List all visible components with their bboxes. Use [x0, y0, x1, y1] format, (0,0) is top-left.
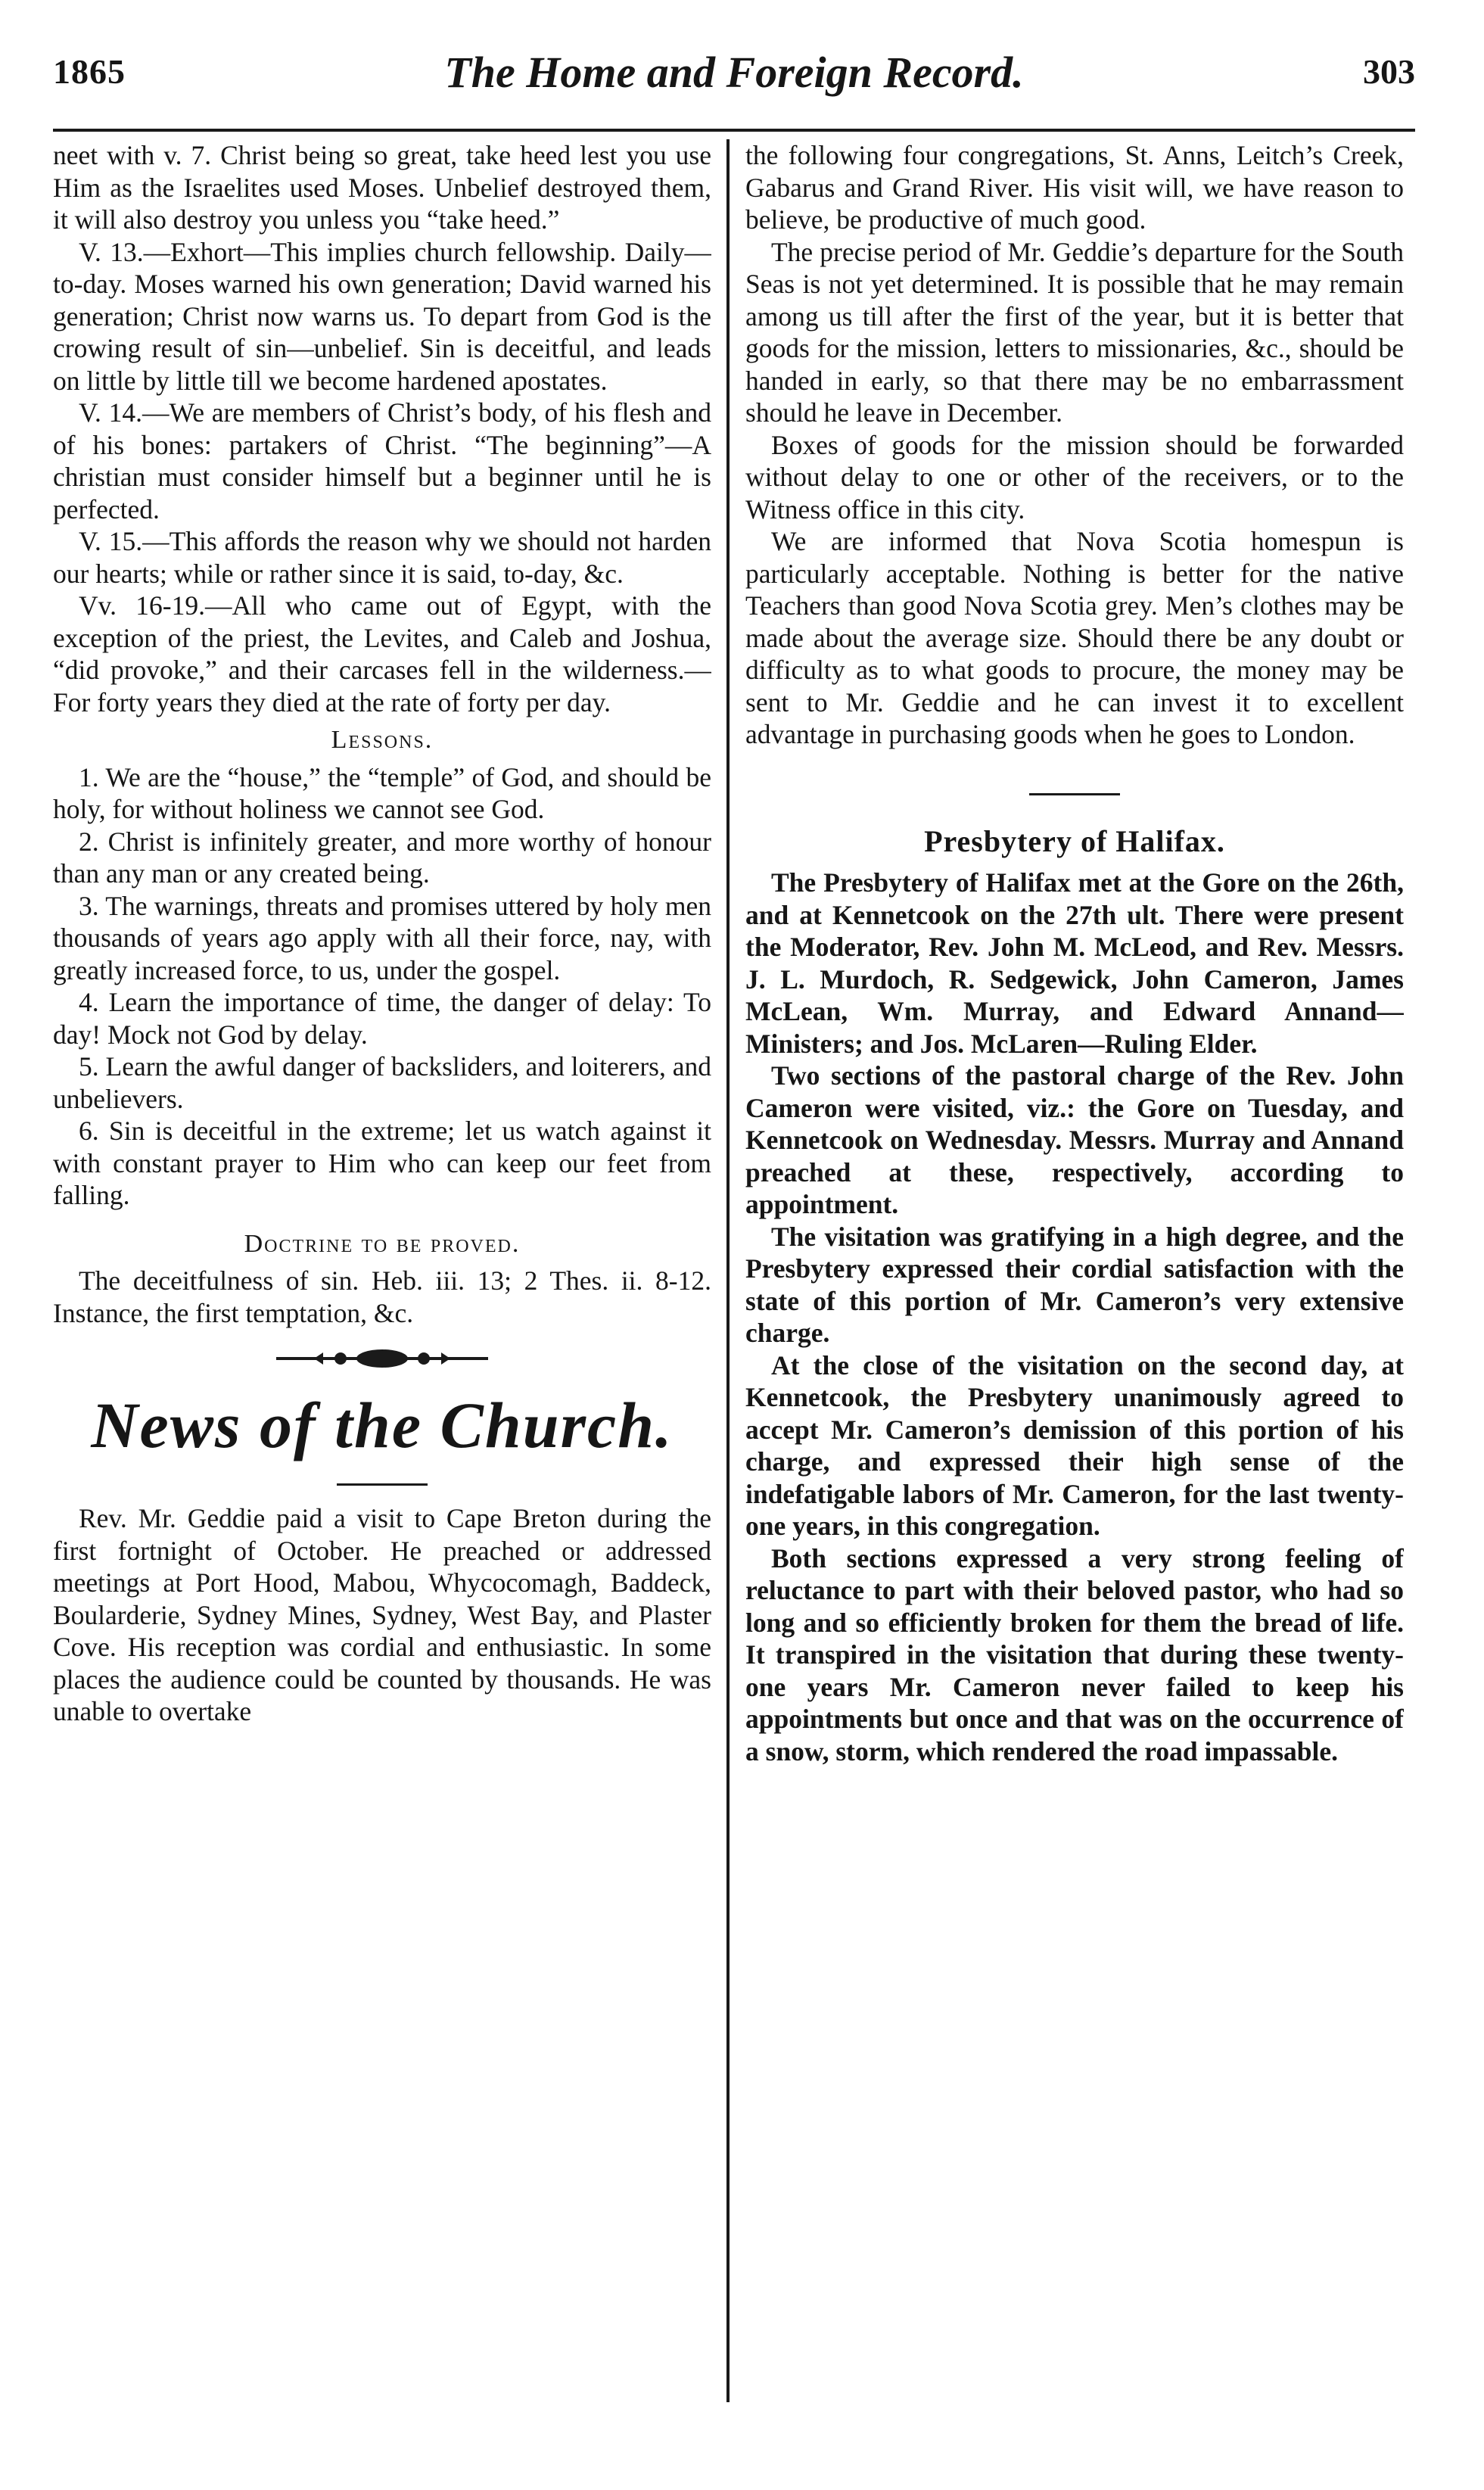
- ornament-divider-icon: [269, 1346, 496, 1371]
- doctrine-text: The deceitfulness of sin. Heb. iii. 13; 2 Thes. ii. 8-12. Instance, the first temptation, &c.: [53, 1265, 711, 1328]
- paragraph: V. 14.—We are members of Christ’s body, of his flesh and of his bones: partakers of Christ. “The beginning”—A christian must consider himself but a beginner until he is perfected.: [53, 397, 711, 524]
- left-column: [53, 139, 711, 2402]
- section-divider: [337, 1483, 428, 1486]
- presbytery-heading: Presbytery of Halifax.: [924, 823, 1225, 858]
- page-header: [53, 45, 1415, 132]
- paragraph: V. 15.—This affords the reason why we should not harden our hearts; while or rather since it is said, to-day, &c.: [53, 526, 711, 589]
- lesson-item: 5. Learn the awful danger of backsliders, and loiterers, and unbelievers.: [53, 1051, 711, 1114]
- paragraph: Two sections of the pastoral charge of the Rev. John Cameron were visited, viz.: the Gore on Tuesday, and Kennetcook on Wednesday. Messrs. Murray and Annand preached at these, respectively, according to appointment.: [745, 1060, 1404, 1219]
- paragraph: the following four congregations, St. Anns, Leitch’s Creek, Gabarus and Grand River. His visit will, we have reason to believe, be productive of much good.: [745, 140, 1404, 235]
- paragraph: Both sections expressed a very strong feeling of reluctance to part with their beloved pastor, who had so long and so efficiently broken for them the bread of life. It transpired in the visitation that during these twenty-one years Mr. Cameron never failed to keep his appointments but once and that was on the occurrence of a snow, storm, which rendered the road impassable.: [745, 1542, 1404, 1766]
- section-divider: [1029, 793, 1120, 795]
- lessons-heading: Lessons.: [331, 726, 434, 754]
- lesson-item: 2. Christ is infinitely greater, and more worthy of honour than any man or any created being.: [53, 826, 711, 889]
- paragraph: We are informed that Nova Scotia homespun is particularly acceptable. Nothing is better for the native Teachers than good Nova Scotia grey. Men’s clothes may be made about the average size. Should there be any doubt or difficulty as to what goods to procure, the money may be sent to Mr. Geddie and he can invest it to excellent advantage in purchasing goods when he goes to London.: [745, 526, 1404, 749]
- lesson-item: 6. Sin is deceitful in the extreme; let us watch against it with constant prayer to Him who can keep our feet from falling.: [53, 1116, 711, 1210]
- right-column: [745, 139, 1404, 2402]
- publication-title: The Home and Foreign Record.: [444, 48, 1024, 97]
- lesson-item: 4. Learn the importance of time, the danger of delay: To day! Mock not God by delay.: [53, 987, 711, 1050]
- page-number: 303: [1363, 52, 1415, 91]
- paragraph: The visitation was gratifying in a high degree, and the Presbytery expressed their cordial satisfaction with the state of this portion of Mr. Cameron’s very extensive charge.: [745, 1221, 1404, 1348]
- header-year: 1865: [53, 52, 126, 91]
- paragraph: The Presbytery of Halifax met at the Gore on the 26th, and at Kennetcook on the 27th ult. There were present the Moderator, Rev. John M. McLeod, and Rev. Messrs. J. L. Murdoch, R. Sedgewick, John Cameron, James McLean, Wm. Murray, and Edward Annand—Ministers; and Jos. McLaren—Ruling Elder.: [745, 867, 1404, 1059]
- news-paragraph: Rev. Mr. Geddie paid a visit to Cape Breton during the first fortnight of October. He preached or addressed meetings at Port Hood, Mabou, Whycocomagh, Baddeck, Boularderie, Sydney Mines, Sydney, West Bay, and Plaster Cove. His reception was cordial and enthusiastic. In some places the audience could be counted by thousands. He was unable to overtake: [53, 1503, 711, 1726]
- doctrine-heading: Doctrine to be proved.: [244, 1229, 521, 1258]
- paragraph: Vv. 16-19.—All who came out of Egypt, with the exception of the priest, the Levites, and Caleb and Joshua, “did provoke,” and their carcases fell in the wilderness.—For forty years they died at the rate of forty per day.: [53, 590, 711, 717]
- paragraph: At the close of the visitation on the second day, at Kennetcook, the Presbytery unanimously agreed to accept Mr. Cameron’s demission of this portion of his charge, and expressed their high sense of the indefatigable labors of Mr. Cameron, for the last twenty-one years, in this congregation.: [745, 1349, 1404, 1541]
- lesson-item: 1. We are the “house,” the “temple” of God, and should be holy, for without holiness we cannot see God.: [53, 761, 711, 824]
- news-of-the-church-heading: News of the Church.: [91, 1389, 674, 1461]
- paragraph: V. 13.—Exhort—This implies church fellowship. Daily—to-day. Moses warned his own generation; David warned his generation; Christ now warns us. To depart from God is the crowing result of sin—unbelief. Sin is deceitful, and leads on little by little till we become hardened apostates.: [53, 236, 711, 396]
- text-columns: [53, 139, 1415, 2402]
- paragraph: The precise period of Mr. Geddie’s departure for the South Seas is not yet determined. It is possible that he may remain among us till after the first of the year, but it is better that goods for the mission, letters to missionaries, &c., should be handed in early, so that there may be no embarrassment should he leave in December.: [745, 236, 1404, 428]
- lesson-item: 3. The warnings, threats and promises uttered by holy men thousands of years ago apply with all their force, nay, with greatly increased force, to us, under the gospel.: [53, 890, 711, 985]
- newspaper-page: [53, 45, 1415, 2429]
- paragraph: neet with v. 7. Christ being so great, take heed lest you use Him as the Israelites used Moses. Unbelief destroyed them, it will also destroy you unless you “take heed.”: [53, 140, 711, 235]
- paragraph: Boxes of goods for the mission should be forwarded without delay to one or other of the receivers, or to the Witness office in this city.: [745, 429, 1404, 524]
- column-rule: [726, 139, 730, 2402]
